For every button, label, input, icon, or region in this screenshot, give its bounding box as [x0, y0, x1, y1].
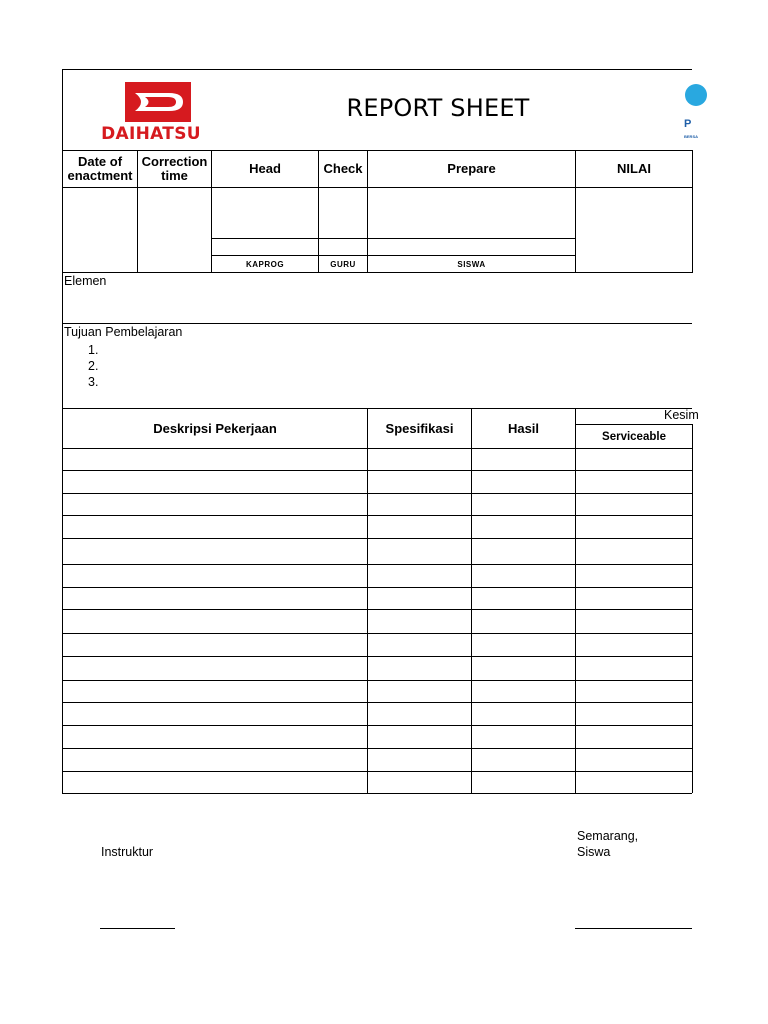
col-head: Head: [249, 161, 281, 176]
table-row[interactable]: [63, 634, 692, 656]
signer-siswa: SISWA: [457, 259, 486, 269]
table-row[interactable]: [63, 681, 692, 702]
elemen-field[interactable]: [63, 292, 692, 322]
table-row[interactable]: [63, 749, 692, 771]
table-row[interactable]: [63, 588, 692, 609]
daihatsu-emblem-icon: [125, 82, 191, 122]
table-row[interactable]: [63, 657, 692, 680]
table-row[interactable]: [63, 610, 692, 633]
daihatsu-logo: [95, 80, 207, 146]
table-row[interactable]: [63, 703, 692, 725]
col-hasil: Hasil: [507, 420, 540, 436]
col-deskripsi-pekerjaan: Deskripsi Pekerjaan: [153, 420, 277, 436]
partner-emblem-icon: [684, 80, 700, 110]
table-row[interactable]: [63, 516, 692, 538]
col-correction-time: Correction time: [141, 154, 208, 183]
partner-logo-subtext: BERSA: [684, 134, 699, 139]
correction-time-field[interactable]: [138, 188, 211, 272]
elemen-label: Elemen: [64, 274, 107, 288]
table-row[interactable]: [63, 772, 692, 793]
tujuan-label: Tujuan Pembelajaran: [64, 325, 183, 339]
siswa-signature-line[interactable]: [575, 928, 692, 929]
brand-wordmark: DAIHATSU: [101, 124, 201, 144]
partner-logo-text: P: [684, 118, 692, 130]
col-spesifikasi: Spesifikasi: [385, 420, 454, 436]
table-row[interactable]: [63, 494, 692, 515]
nilai-field[interactable]: [576, 188, 692, 272]
head-signature-field[interactable]: [212, 188, 318, 238]
col-serviceable: Serviceable: [602, 430, 666, 443]
col-prepare: Prepare: [447, 161, 496, 176]
date-of-enactment-field[interactable]: [63, 188, 137, 272]
check-signature-field[interactable]: [319, 188, 367, 238]
col-nilai: NILAI: [617, 161, 651, 176]
prepare-signature-field[interactable]: [368, 188, 575, 238]
table-row[interactable]: [63, 565, 692, 587]
tujuan-item-1: 1.: [88, 343, 99, 357]
table-row[interactable]: [63, 449, 692, 470]
instruktur-label: Instruktur: [101, 845, 154, 859]
partner-logo: [684, 78, 699, 142]
table-row[interactable]: [63, 726, 692, 748]
signer-guru: GURU: [330, 259, 356, 269]
col-check: Check: [323, 161, 363, 176]
siswa-label: Siswa: [577, 845, 611, 859]
report-title: REPORT SHEET: [346, 94, 530, 122]
table-row[interactable]: [63, 471, 692, 493]
signer-kaprog: KAPROG: [245, 259, 285, 269]
place-label: Semarang,: [577, 829, 639, 843]
col-date-of-enactment: Date of enactment: [67, 154, 133, 183]
col-kesimpulan: Kesim: [664, 408, 699, 422]
instruktur-signature-line[interactable]: [100, 928, 175, 929]
table-row[interactable]: [63, 539, 692, 564]
tujuan-item-3: 3.: [88, 375, 99, 389]
tujuan-item-2: 2.: [88, 359, 99, 373]
